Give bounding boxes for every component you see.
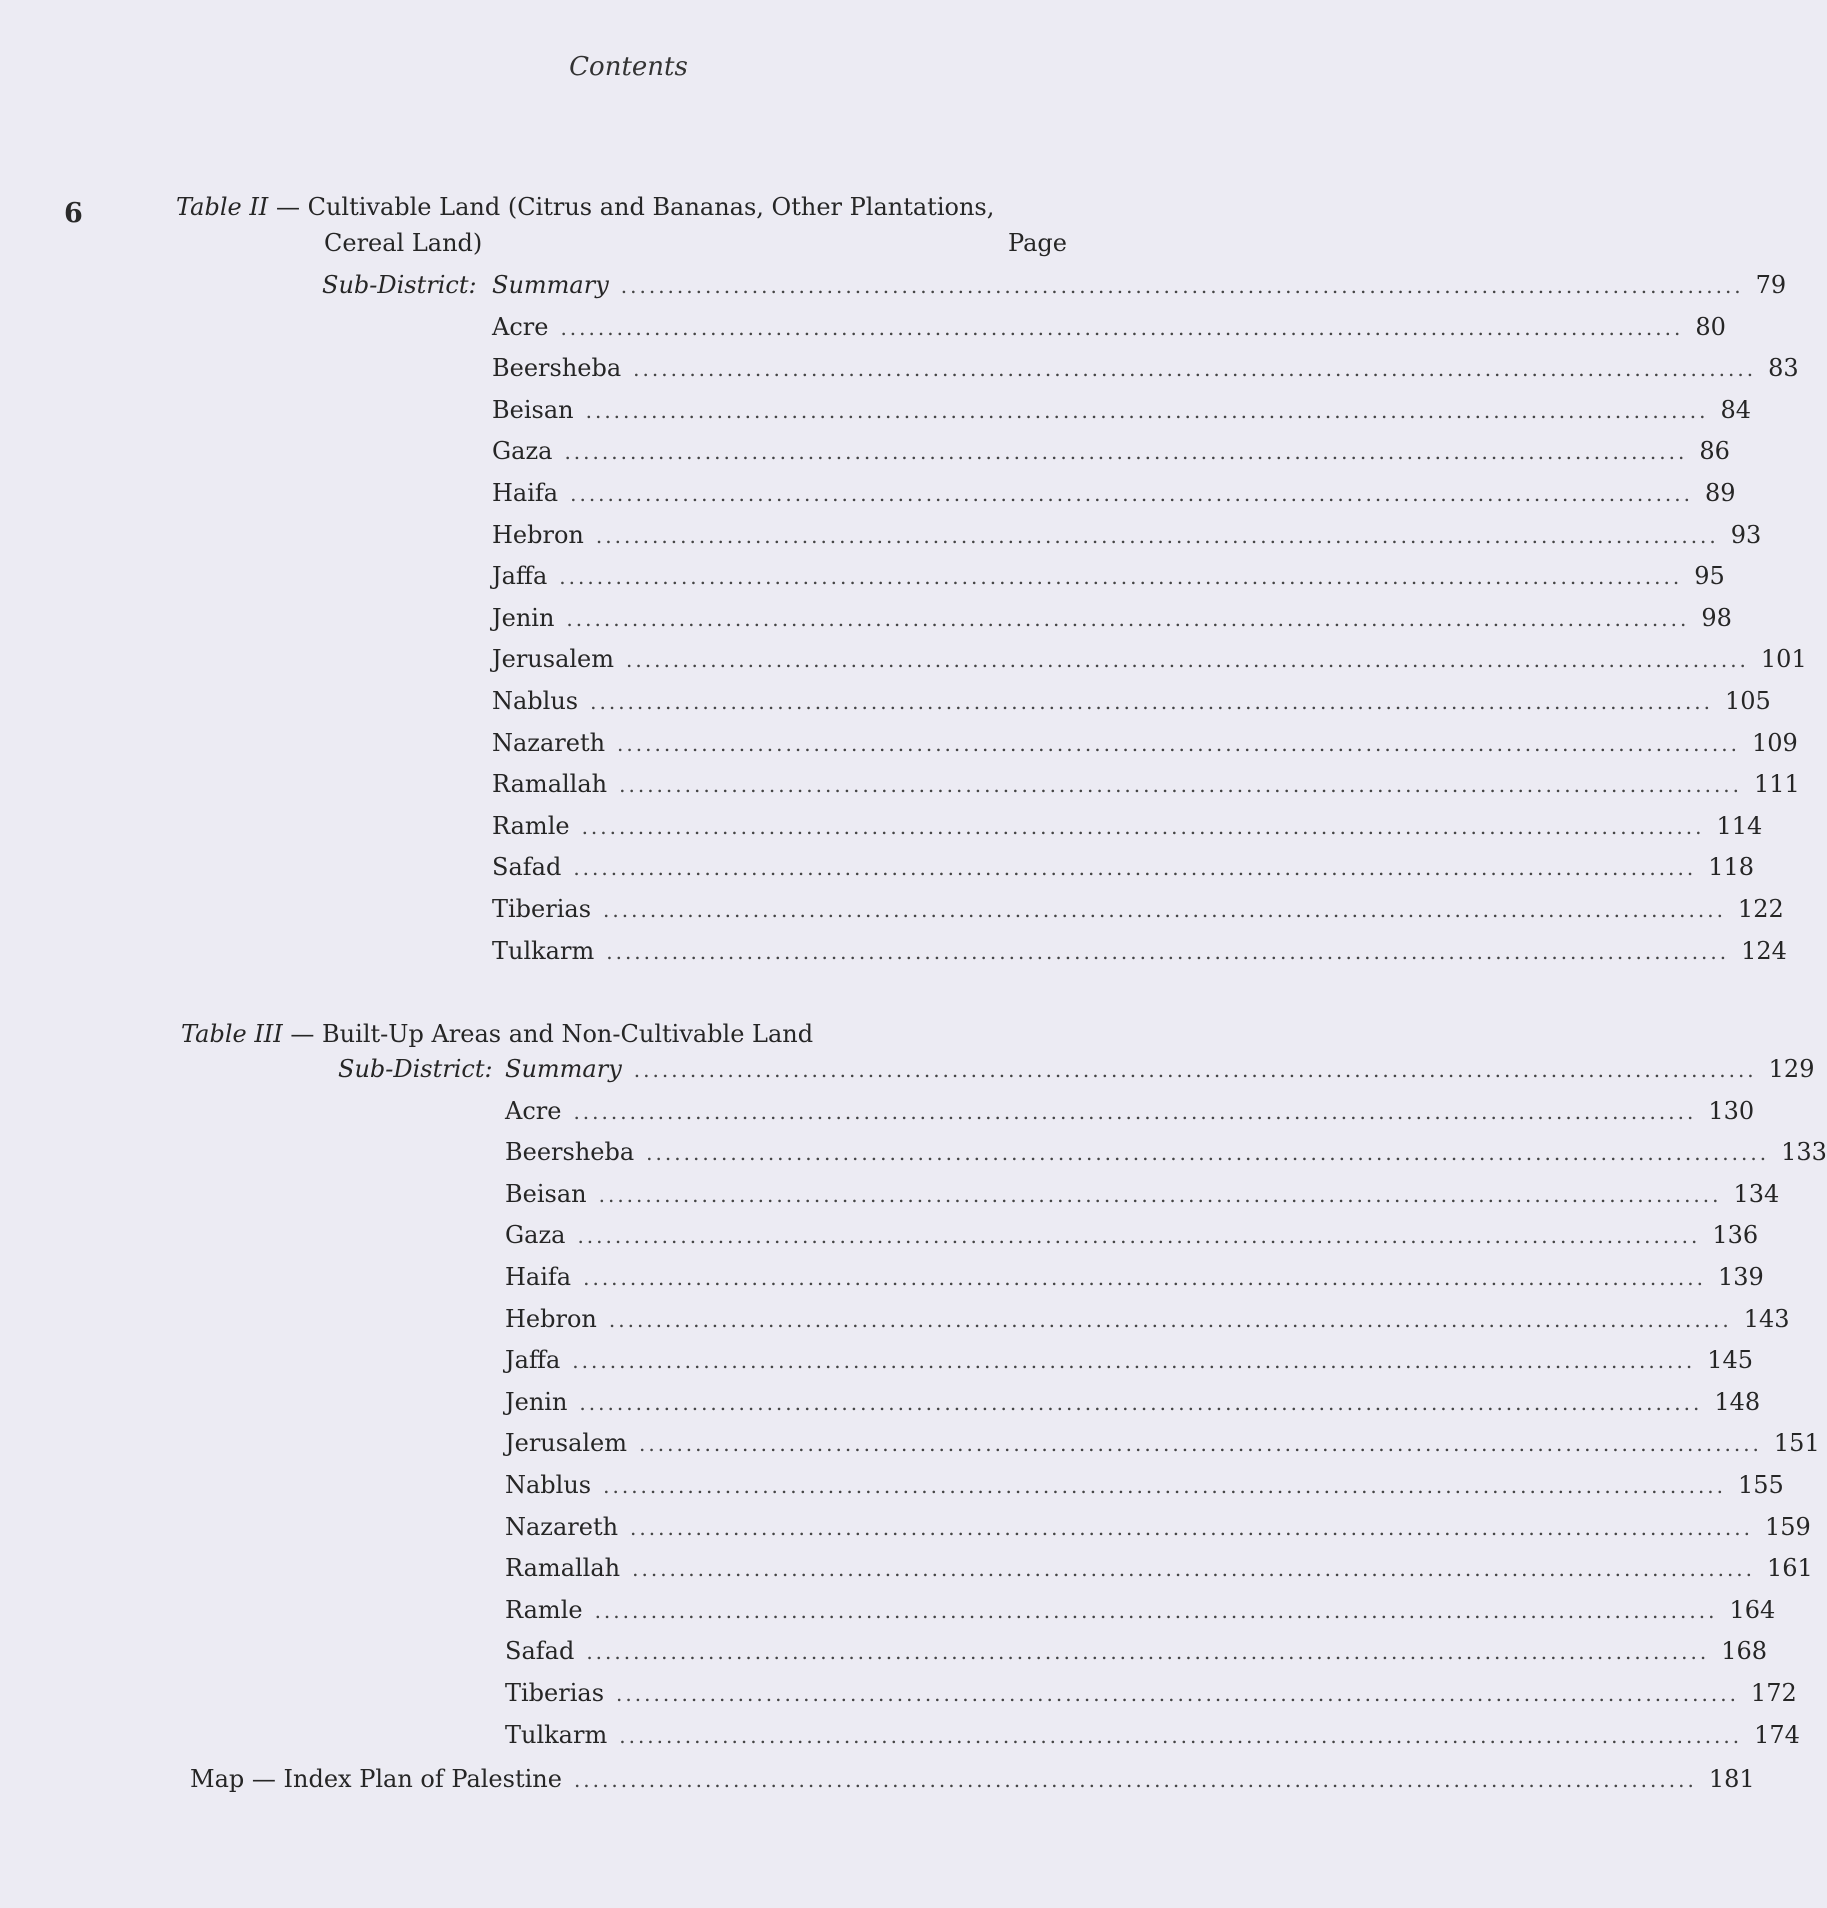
dot-leader: ........................................................................................................................: [581, 814, 1705, 839]
dot-leader: ........................................................................................................................: [573, 1099, 1697, 1124]
toc-entry-page: 118: [1708, 853, 1755, 882]
toc-entry: [505, 1676, 1797, 1710]
map-entry: [190, 1762, 1755, 1796]
toc-entry-name: Jaffa: [505, 1346, 561, 1375]
map-entry-name: Map — Index Plan of Palestine: [190, 1765, 562, 1793]
toc-entry-page: 114: [1716, 811, 1763, 840]
dot-leader: ........................................................................................................................: [564, 440, 1688, 465]
dot-leader: ........................................................................................................................: [566, 606, 1690, 631]
toc-entry-name: Tulkarm: [492, 936, 595, 965]
dot-leader: ........................................................................................................................: [626, 648, 1749, 673]
toc-entry-name: Tiberias: [492, 895, 592, 923]
dot-leader: ........................................................................................................................: [598, 1182, 1722, 1207]
toc-entry-page: 109: [1751, 728, 1798, 757]
dot-leader: ........................................................................................................................: [559, 565, 1683, 590]
toc-entry-page: 145: [1707, 1346, 1753, 1375]
dot-leader: ........................................................................................................................: [639, 1432, 1762, 1457]
toc-entry: [492, 809, 1763, 843]
toc-entry-name: Tulkarm: [505, 1720, 608, 1749]
toc-entry-name: Safad: [505, 1637, 575, 1666]
toc-entry-name: Nablus: [492, 687, 579, 715]
dot-leader: ........................................................................................................................: [570, 482, 1693, 506]
toc-entry: [492, 476, 1736, 510]
toc-entry-name: Haifa: [492, 479, 559, 507]
toc-entry: [505, 1468, 1784, 1502]
toc-entry-page: 122: [1737, 895, 1784, 923]
toc-entry: [492, 518, 1762, 552]
table2-title-line2: Cereal Land): [324, 229, 483, 257]
toc-entry-page: 80: [1695, 312, 1726, 341]
toc-entry: [505, 1551, 1813, 1585]
dot-leader: ........................................................................................................................: [586, 1640, 1710, 1665]
toc-entry: [505, 1426, 1820, 1460]
table2-heading: [176, 193, 994, 221]
toc-entry-page: 98: [1701, 603, 1732, 632]
toc-entry-page: 79: [1755, 271, 1787, 299]
dot-leader: ........................................................................................................................: [579, 1390, 1703, 1415]
dot-leader: ........................................................................................................................: [619, 773, 1743, 798]
toc-entry-page: 101: [1760, 645, 1807, 674]
toc-entry-name: Nazareth: [492, 728, 606, 757]
toc-entry-page: 174: [1754, 1720, 1800, 1749]
dot-leader: ........................................................................................................................: [583, 1266, 1706, 1290]
toc-entry-name: Summary: [505, 1055, 622, 1083]
toc-entry-name: Beisan: [492, 395, 574, 424]
dot-leader: ........................................................................................................................: [572, 1349, 1696, 1374]
toc-entry: [505, 1052, 1815, 1086]
dot-leader: ........................................................................................................................: [617, 731, 1740, 756]
toc-entry: [492, 850, 1755, 884]
toc-entry: [492, 310, 1726, 344]
page-number: 6: [64, 198, 83, 229]
toc-entry-page: 139: [1718, 1263, 1764, 1291]
toc-entry-name: Beisan: [505, 1179, 587, 1208]
toc-entry-name: Ramallah: [492, 770, 608, 799]
dot-leader: ........................................................................................................................: [630, 1515, 1753, 1540]
toc-entry-page: 133: [1781, 1138, 1827, 1167]
dot-leader: ........................................................................................................................: [603, 1474, 1727, 1498]
dot-leader: ........................................................................................................................: [577, 1224, 1701, 1249]
toc-entry-name: Nazareth: [505, 1512, 619, 1541]
toc-entry: [505, 1218, 1759, 1252]
toc-entry: [492, 434, 1730, 468]
toc-entry-name: Nablus: [505, 1471, 592, 1499]
toc-entry: [492, 684, 1771, 718]
dot-leader: ........................................................................................................................: [633, 1058, 1757, 1082]
toc-entry-page: 111: [1754, 770, 1800, 799]
toc-entry-name: Ramle: [492, 811, 570, 840]
toc-entry: [505, 1510, 1811, 1544]
toc-entry-name: Safad: [492, 853, 562, 882]
dot-leader: ........................................................................................................................: [606, 939, 1730, 964]
toc-entry-page: 168: [1721, 1637, 1768, 1666]
toc-entry: [492, 726, 1798, 760]
toc-entry-name: Gaza: [505, 1221, 566, 1250]
toc-entry-page: 155: [1738, 1471, 1784, 1499]
toc-entry-page: 164: [1729, 1595, 1776, 1624]
toc-entry-page: 86: [1699, 437, 1730, 466]
toc-entry-name: Summary: [492, 271, 609, 299]
dot-leader: ........................................................................................................................: [632, 1557, 1756, 1582]
toc-entry-page: 89: [1705, 479, 1736, 507]
toc-entry-name: Ramallah: [505, 1554, 621, 1583]
toc-entry-name: Ramle: [505, 1595, 583, 1624]
toc-entry-page: 134: [1733, 1179, 1780, 1208]
toc-entry-page: 84: [1720, 395, 1752, 424]
toc-entry-page: 83: [1768, 354, 1799, 383]
dot-leader: ........................................................................................................................: [608, 1307, 1732, 1332]
toc-entry-name: Hebron: [492, 520, 584, 549]
running-head: Contents: [569, 52, 688, 82]
dot-leader: ........................................................................................................................: [603, 898, 1726, 922]
table3-dash: —: [290, 1020, 315, 1048]
toc-entry: [492, 934, 1787, 968]
toc-entry-name: Jaffa: [492, 562, 548, 591]
toc-entry: [492, 767, 1800, 801]
toc-entry-name: Tiberias: [505, 1679, 605, 1707]
toc-entry-name: Beersheba: [492, 354, 622, 383]
toc-entry: [505, 1385, 1761, 1419]
toc-entry: [492, 559, 1725, 593]
dot-leader: ........................................................................................................................: [573, 1768, 1697, 1792]
dot-leader: ........................................................................................................................: [620, 274, 1744, 298]
toc-entry-name: Jenin: [505, 1387, 568, 1416]
toc-entry-page: 105: [1725, 687, 1771, 715]
toc-entry-page: 95: [1694, 562, 1725, 591]
toc-entry-page: 93: [1730, 520, 1762, 549]
dot-leader: ........................................................................................................................: [585, 398, 1709, 423]
toc-entry-page: 172: [1750, 1679, 1797, 1707]
toc-entry-page: 143: [1743, 1304, 1790, 1333]
table3-label: Table III: [181, 1020, 283, 1048]
toc-entry: [492, 892, 1784, 926]
toc-entry-name: Acre: [505, 1096, 562, 1125]
toc-entry: [492, 642, 1807, 676]
toc-entry-page: 136: [1712, 1221, 1759, 1250]
dot-leader: ........................................................................................................................: [595, 523, 1719, 548]
toc-entry: [505, 1135, 1827, 1169]
table3-subdistrict-prefix: Sub-District:: [338, 1055, 493, 1083]
map-entry-page: 181: [1708, 1765, 1755, 1793]
toc-entry: [505, 1718, 1800, 1752]
dot-leader: ........................................................................................................................: [594, 1598, 1718, 1623]
toc-entry-page: 129: [1768, 1055, 1815, 1083]
toc-entry-name: Haifa: [505, 1263, 572, 1291]
toc-entry-name: Gaza: [492, 437, 553, 466]
toc-entry: [505, 1593, 1776, 1627]
toc-entry-page: 159: [1764, 1512, 1811, 1541]
toc-entry: [505, 1302, 1790, 1336]
toc-entry: [505, 1094, 1755, 1128]
table3-heading: [181, 1020, 813, 1048]
dot-leader: ........................................................................................................................: [560, 315, 1684, 340]
toc-entry: [492, 601, 1732, 635]
toc-entry-page: 124: [1741, 936, 1787, 965]
toc-entry-name: Hebron: [505, 1304, 597, 1333]
toc-entry-name: Jerusalem: [492, 645, 615, 674]
toc-entry: [505, 1343, 1753, 1377]
page-column-label: Page: [1008, 229, 1067, 257]
table2-title-line1: Cultivable Land (Citrus and Bananas, Other Plantations,: [307, 193, 995, 221]
dot-leader: ........................................................................................................................: [619, 1723, 1743, 1748]
table2-dash: —: [275, 193, 300, 221]
dot-leader: ........................................................................................................................: [573, 856, 1697, 881]
dot-leader: ........................................................................................................................: [646, 1141, 1770, 1166]
toc-entry-name: Acre: [492, 312, 549, 341]
table2-label: Table II: [176, 193, 269, 221]
toc-entry-page: 148: [1714, 1387, 1761, 1416]
toc-entry: [505, 1260, 1764, 1294]
toc-entry-name: Jerusalem: [505, 1429, 628, 1458]
toc-entry-page: 151: [1773, 1429, 1820, 1458]
toc-entry: [492, 268, 1787, 302]
table2-subdistrict-prefix: Sub-District:: [322, 271, 477, 299]
toc-entry-page: 161: [1767, 1554, 1813, 1583]
table3-title: Built-Up Areas and Non-Cultivable Land: [322, 1020, 814, 1048]
dot-leader: ........................................................................................................................: [590, 690, 1714, 714]
dot-leader: ........................................................................................................................: [633, 357, 1757, 382]
toc-entry-name: Beersheba: [505, 1138, 635, 1167]
toc-entry: [492, 393, 1752, 427]
toc-entry: [505, 1177, 1780, 1211]
dot-leader: ........................................................................................................................: [616, 1682, 1739, 1706]
toc-entry: [505, 1634, 1768, 1668]
toc-entry-page: 130: [1708, 1096, 1755, 1125]
toc-entry-name: Jenin: [492, 603, 555, 632]
toc-entry: [492, 351, 1799, 385]
